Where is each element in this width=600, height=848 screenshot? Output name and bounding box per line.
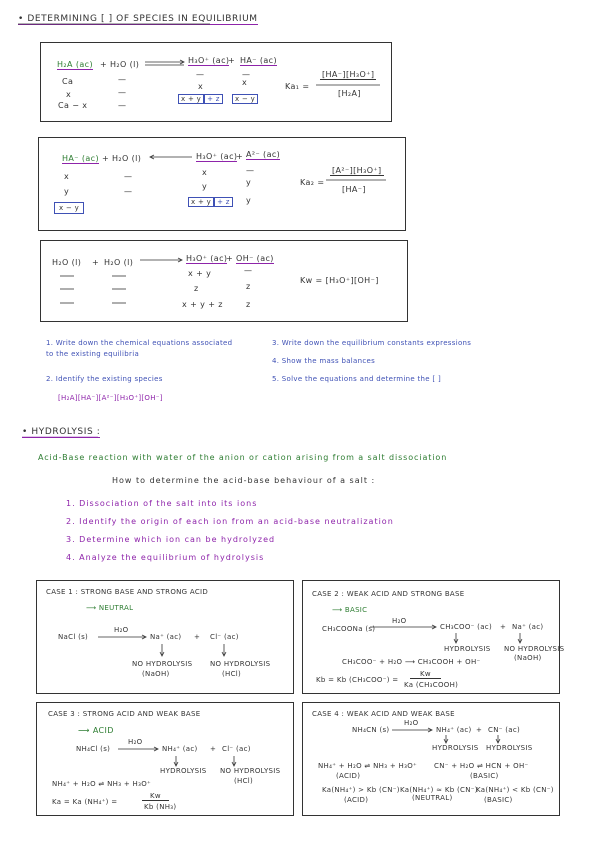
box2-reactant-1: HA⁻ (ac) — [62, 154, 99, 163]
box1-product-2: HA⁻ (ac) — [240, 56, 277, 65]
case-4-eq-2: CN⁻ + H₂O ⇌ HCN + OH⁻ — [434, 762, 529, 770]
box3-reactant-2: H₂O (l) — [104, 258, 134, 267]
box2-cell: x — [202, 168, 208, 177]
ka2-numerator: [A²⁻][H₃O⁺] — [332, 166, 382, 175]
species-list: [H₂A][HA⁻][A²⁻][H₃O⁺][OH⁻] — [58, 394, 163, 402]
hydrolysis-step: 4. Analyze the equilibrium of hydrolysis — [66, 553, 265, 562]
case-2-over: H₂O — [392, 617, 407, 625]
box2-product-1: H₃O⁺ (ac) — [196, 152, 238, 161]
kw-expression: Kw = [H₃O⁺][OH⁻] — [300, 276, 379, 285]
case-3-equation: NH₄⁺ + H₂O ⇌ NH₃ + H₃O⁺ — [52, 780, 152, 788]
case-2-note-1: HYDROLYSIS — [444, 645, 491, 653]
case-3-over: H₂O — [128, 738, 143, 746]
hydrolysis-heading: • HYDROLYSIS : — [22, 427, 101, 437]
hydrolysis-how: How to determine the acid-base behaviour of a salt : — [112, 476, 376, 485]
case-4-eq-2-label: (BASIC) — [470, 772, 499, 780]
case-2-result: ⟶ BASIC — [332, 606, 368, 614]
step-2: 2. Identify the existing species — [46, 375, 163, 383]
box1-product-1: H₃O⁺ (ac) — [188, 56, 230, 65]
ka1-label: Ka₁ = — [285, 82, 310, 91]
case-2-kb-num: Kw — [410, 670, 441, 679]
box3-cell: z — [246, 300, 251, 309]
case-4-eq-1: NH₄⁺ + H₂O ⇌ NH₃ + H₃O⁺ — [318, 762, 418, 770]
box1-cell: — — [118, 88, 127, 97]
case-4-cond-3-result: (BASIC) — [484, 796, 513, 804]
box3-cell: z — [246, 282, 251, 291]
case-3-note-1: HYDROLYSIS — [160, 767, 207, 775]
box2-cell: y — [64, 187, 70, 196]
box2-reactant-2: H₂O (l) — [112, 154, 142, 163]
case-4-title: CASE 4 : WEAK ACID AND WEAK BASE — [312, 710, 455, 718]
case-4-over: H₂O — [404, 719, 419, 727]
case-4-cond-2: Ka(NH₄⁺) ≈ Kb (CN⁻) — [400, 786, 478, 794]
ka1-denominator: [H₂A] — [338, 89, 361, 98]
ka2-label: Ka₂ = — [300, 178, 325, 187]
box1-cell: — — [118, 101, 127, 110]
box1-cell: Ca − x — [58, 101, 88, 110]
case-4-cond-3: Ka(NH₄⁺) < Kb (CN⁻) — [476, 786, 554, 794]
case-1-salt: NaCl (s) — [58, 633, 89, 641]
box2-product-2: A²⁻ (ac) — [246, 150, 281, 159]
hydrolysis-step: 2. Identify the origin of each ion from an acid-base neutralization — [66, 517, 394, 526]
case-4-cond-1-result: (ACID) — [344, 796, 369, 804]
box1-h3o-total: x + y + z — [178, 95, 223, 103]
box2-cell: y — [246, 178, 252, 187]
case-3-ion-1: NH₄⁺ (ac) — [162, 745, 198, 753]
box1-cell: x — [66, 90, 72, 99]
box1-cell: — — [118, 75, 127, 84]
step-3: 3. Write down the equilibrium constants expressions — [272, 339, 472, 347]
case-2-kb: Kb = Kb (CH₃COO⁻) = — [316, 676, 399, 684]
ka2-denominator: [HA⁻] — [342, 185, 366, 194]
case-4-ion-1: NH₄⁺ (ac) — [436, 726, 472, 734]
box3-cell: z — [194, 284, 199, 293]
box2-cell: x — [64, 172, 70, 181]
box3-product-1: H₃O⁺ (ac) — [186, 254, 228, 263]
case-4-ion-2: CN⁻ (ac) — [488, 726, 521, 734]
case-1-note-1: NO HYDROLYSIS — [132, 660, 193, 668]
box2-a-total: y — [246, 196, 252, 205]
box1-ha-total: x − y — [232, 95, 258, 103]
case-2-ion-1: CH₃COO⁻ (ac) — [440, 623, 492, 631]
case-1-parent-1: (NaOH) — [142, 670, 170, 678]
case-3-note-2: NO HYDROLYSIS — [220, 767, 281, 775]
case-4-cond-1: Ka(NH₄⁺) > Kb (CN⁻) — [322, 786, 400, 794]
box3-product-2: OH⁻ (ac) — [236, 254, 274, 263]
box1-cell: — — [196, 70, 205, 79]
case-2-title: CASE 2 : WEAK ACID AND STRONG BASE — [312, 590, 465, 598]
case-1-note-2: NO HYDROLYSIS — [210, 660, 271, 668]
case-1-title: CASE 1 : STRONG BASE AND STRONG ACID — [46, 588, 209, 596]
box2-cell: — — [246, 166, 255, 175]
case-2-parent-2: (NaOH) — [514, 654, 542, 662]
box3-cell: — — [244, 266, 253, 275]
box1-reactant-2: H₂O (l) — [110, 60, 140, 69]
hydrolysis-step: 1. Dissociation of the salt into its ions — [66, 499, 258, 508]
section-heading: • DETERMINING [ ] OF SPECIES IN EQUILIBRIUM — [18, 14, 258, 24]
box2-cell: — — [124, 172, 133, 181]
step-1: 1. Write down the chemical equations associated — [46, 339, 233, 347]
box3-cell: x + y — [188, 269, 212, 278]
box1-cell: x — [242, 78, 248, 87]
box2-cell: — — [124, 187, 133, 196]
case-3-title: CASE 3 : STRONG ACID AND WEAK BASE — [48, 710, 201, 718]
case-2-ion-2: Na⁺ (ac) — [512, 623, 544, 631]
case-3-ka-num: Kw — [142, 792, 169, 801]
case-4-salt: NH₄CN (s) — [352, 726, 390, 734]
case-3-ka-den: Kb (NH₃) — [144, 803, 177, 811]
case-4-note-2: HYDROLYSIS — [486, 744, 533, 752]
box2-h3o-total: x + y + z — [188, 198, 233, 206]
case-3-result: ⟶ ACID — [78, 726, 114, 735]
case-4-eq-1-label: (ACID) — [336, 772, 361, 780]
case-1-over: H₂O — [114, 626, 129, 634]
step-4: 4. Show the mass balances — [272, 357, 376, 365]
case-2-equation: CH₃COO⁻ + H₂O ⟶ CH₃COOH + OH⁻ — [342, 658, 481, 666]
ka1-numerator: [HA⁻][H₃O⁺] — [322, 70, 375, 79]
box2-cell: y — [202, 182, 208, 191]
box3-cell: x + y + z — [182, 300, 223, 309]
box2-ha-total: x − y — [54, 204, 84, 212]
box1-reactant-1: H₂A (ac) — [57, 60, 93, 69]
case-3-salt: NH₄Cl (s) — [76, 745, 111, 753]
box1-cell: — — [242, 70, 251, 79]
hydrolysis-step: 3. Determine which ion can be hydrolyzed — [66, 535, 276, 544]
step-5: 5. Solve the equations and determine the [ ] — [272, 375, 442, 383]
case-1-result: ⟶ NEUTRAL — [86, 604, 134, 612]
case-4-cond-2-result: (NEUTRAL) — [412, 794, 453, 802]
case-4-note-1: HYDROLYSIS — [432, 744, 479, 752]
case-1-ion-2: Cl⁻ (ac) — [210, 633, 239, 641]
case-3-ka: Ka = Ka (NH₄⁺) = — [52, 798, 118, 806]
case-3-parent-2: (HCl) — [234, 777, 254, 785]
case-2-note-2: NO HYDROLYSIS — [504, 645, 565, 653]
hydrolysis-definition: Acid-Base reaction with water of the anion or cation arising from a salt dissociation — [38, 453, 448, 462]
case-3-ion-2: Cl⁻ (ac) — [222, 745, 251, 753]
case-1-ion-1: Na⁺ (ac) — [150, 633, 182, 641]
box1-cell: Ca — [62, 77, 74, 86]
case-1-parent-2: (HCl) — [222, 670, 242, 678]
case-2-salt: CH₃COONa (s) — [322, 625, 376, 633]
box3-reactant-1: H₂O (l) — [52, 258, 82, 267]
step-1b: to the existing equilibria — [46, 350, 140, 358]
case-2-kb-den: Ka (CH₃COOH) — [404, 681, 459, 689]
box1-cell: x — [198, 82, 204, 91]
